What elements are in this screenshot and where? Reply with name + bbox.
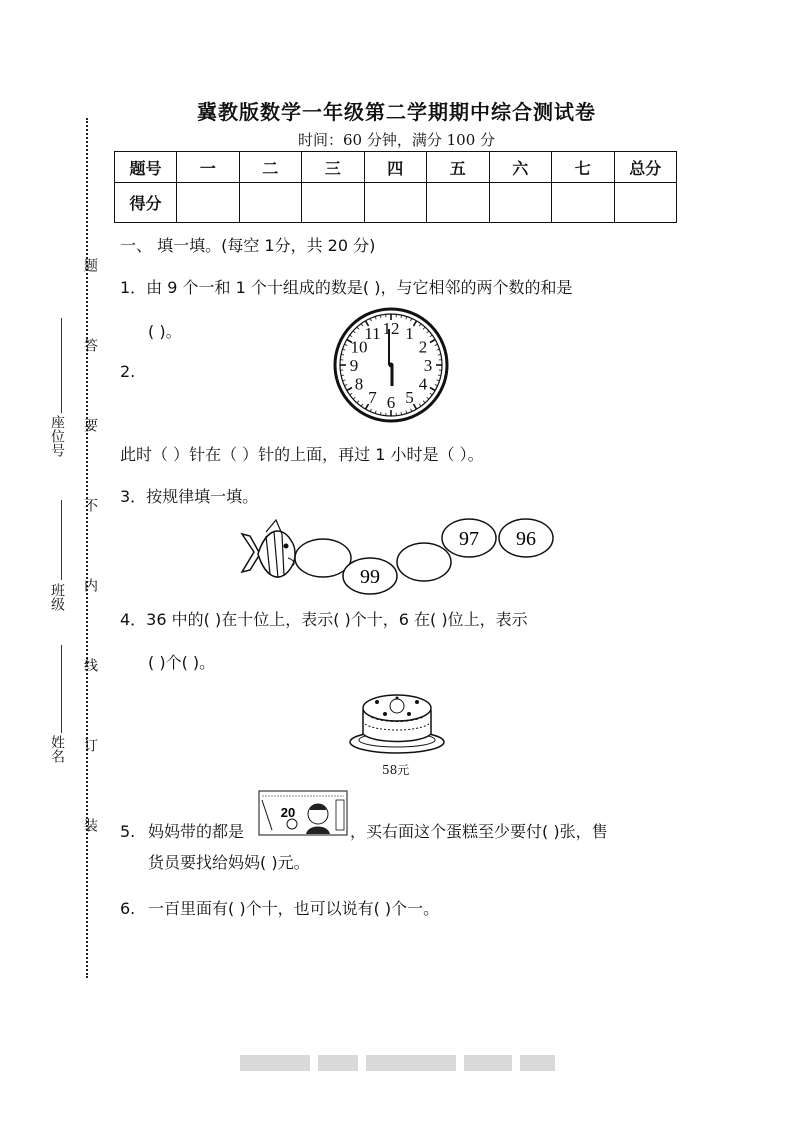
- seal-char-zhuang: 装: [82, 818, 98, 832]
- q4-line1: 4．36 中的( )在十位上，表示( )个十，6 在( )位上，表示: [120, 610, 528, 629]
- score-cell[interactable]: [177, 183, 240, 223]
- score-table: [114, 151, 677, 223]
- clock-number: 9: [349, 356, 359, 375]
- score-cell[interactable]: [427, 183, 490, 223]
- score-table-header-cell: 总分: [614, 152, 677, 183]
- score-table-header-cell: 三: [302, 152, 365, 183]
- clock-illustration: [332, 306, 450, 424]
- clock-number: 3: [423, 356, 433, 375]
- seat-number-label: 座位号: [49, 415, 65, 457]
- q2-number: 2.: [120, 362, 136, 381]
- page-subtitle: 时间：60 分钟，满分 100 分: [297, 131, 496, 149]
- clock-number: 11: [364, 323, 381, 343]
- pattern-value-97: 97: [459, 528, 479, 550]
- seal-char-nei: 内: [82, 578, 98, 592]
- score-cell[interactable]: [239, 183, 302, 223]
- score-table-header-cell: 一: [177, 152, 240, 183]
- clock-number: 7: [368, 388, 377, 408]
- clock-number: 10: [350, 337, 368, 357]
- redacted-footer: [240, 1055, 555, 1071]
- cake-price: 58元: [382, 763, 410, 777]
- score-row-label: 得分: [115, 183, 177, 223]
- seal-char-xian: 线: [82, 658, 98, 672]
- seal-char-bu: 不: [82, 498, 98, 512]
- clock-number: 2: [418, 337, 428, 357]
- score-cell[interactable]: [552, 183, 615, 223]
- clock-number: 1: [405, 323, 414, 343]
- q2-text: 此时（ ）针在（ ）针的上面，再过 1 小时是（ ）。: [120, 445, 484, 464]
- score-cell[interactable]: [364, 183, 427, 223]
- score-table-header-cell: 五: [427, 152, 490, 183]
- score-table-header-cell: 七: [552, 152, 615, 183]
- fish-icon: [242, 520, 295, 578]
- clock-number: 6: [386, 393, 396, 412]
- score-table-header-cell: 二: [239, 152, 302, 183]
- class-label: 班级: [49, 583, 65, 611]
- section1-heading: 一、 填一填。(每空 1分，共 20 分): [120, 236, 376, 255]
- binding-dotted-line: [86, 118, 88, 978]
- score-cell[interactable]: [489, 183, 552, 223]
- q6-number: 6.: [120, 899, 136, 918]
- clock-number: 8: [354, 374, 364, 394]
- q5-text-before-note: 妈妈带的都是: [148, 822, 245, 841]
- pattern-oval-blank[interactable]: [295, 539, 351, 577]
- q6-text: 一百里面有( )个十，也可以说有( )个一。: [148, 899, 440, 918]
- seat-number-blank[interactable]: [61, 318, 62, 413]
- banknote-value: 20: [280, 805, 296, 820]
- q1-line2: ( )。: [148, 322, 182, 341]
- seal-char-ti: 题: [82, 258, 98, 272]
- q3-text: 3．按规律填一填。: [120, 487, 259, 506]
- name-blank[interactable]: [61, 645, 62, 733]
- page-title: 冀教版数学一年级第二学期期中综合测试卷: [197, 100, 596, 124]
- q5-line2: 货员要找给妈妈( )元。: [148, 853, 310, 872]
- clock-number: 12: [382, 319, 400, 338]
- cake-icon: [347, 684, 447, 758]
- q1-line1: 1．由 9 个一和 1 个十组成的数是( )，与它相邻的两个数的和是: [120, 278, 573, 297]
- name-label: 姓名: [49, 735, 65, 763]
- q5-text-after-note: ，买右面这个蛋糕至少要付( )张，售: [350, 822, 608, 841]
- seal-char-ding: 订: [82, 738, 98, 752]
- seal-char-yao: 要: [82, 418, 98, 432]
- pattern-oval-blank[interactable]: [397, 543, 451, 581]
- clock-number: 4: [418, 374, 428, 394]
- q4-line2: ( )个( )。: [148, 653, 216, 672]
- clock-center-pin: [389, 363, 394, 368]
- fish-pattern-illustration: [236, 514, 556, 596]
- clock-number: 5: [405, 388, 414, 408]
- q5-number: 5.: [120, 822, 136, 841]
- score-cell[interactable]: [614, 183, 677, 223]
- score-table-header-cell: 六: [489, 152, 552, 183]
- class-blank[interactable]: [61, 500, 62, 580]
- pattern-value-99: 99: [360, 566, 380, 588]
- score-table-header-cell: 题号: [115, 152, 177, 183]
- pattern-value-96: 96: [516, 528, 536, 550]
- banknote-20-yuan-icon: [258, 790, 348, 836]
- score-cell[interactable]: [302, 183, 365, 223]
- score-table-header-cell: 四: [364, 152, 427, 183]
- seal-char-da: 答: [82, 338, 98, 352]
